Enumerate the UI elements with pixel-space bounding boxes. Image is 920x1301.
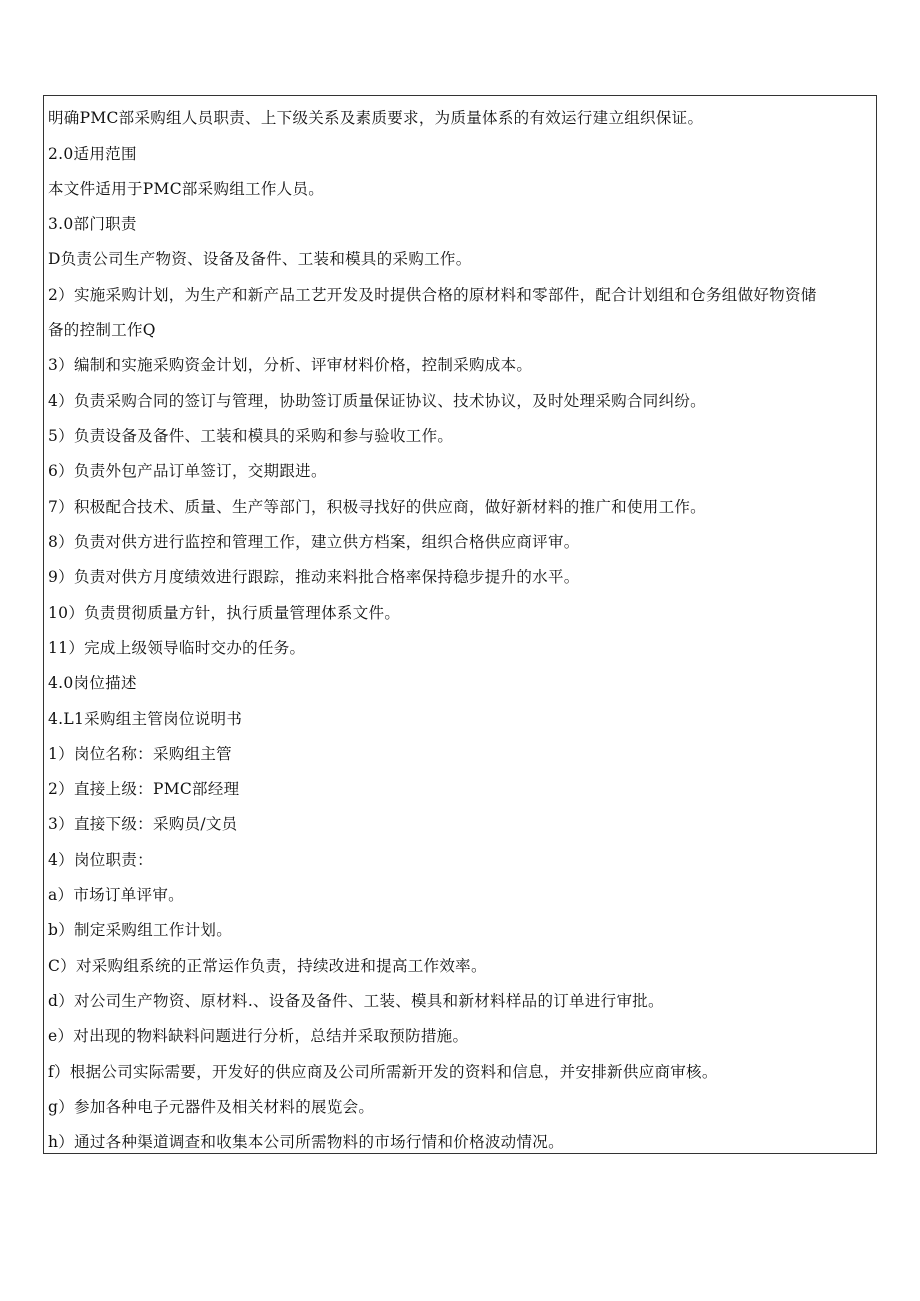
responsibility-h: h）通过各种渠道调查和收集本公司所需物料的市场行情和价格波动情况。 [48, 1133, 564, 1151]
job-item-superior: 2）直接上级：PMC部经理 [48, 780, 240, 798]
duty-item-8: 8）负责对供方进行监控和管理工作，建立供方档案，组织合格供应商评审。 [48, 533, 580, 551]
job-item-title: 1）岗位名称：采购组主管 [48, 745, 232, 763]
document-table-cell [43, 95, 877, 1154]
duty-item-5: 5）负责设备及备件、工装和模具的采购和参与验收工作。 [48, 427, 454, 445]
subheading-supervisor-job-spec: 4.L1采购组主管岗位说明书 [48, 710, 243, 728]
paragraph-scope: 本文件适用于PMC部采购组工作人员。 [48, 180, 325, 198]
duty-item-1: D负责公司生产物资、设备及备件、工装和模具的采购工作。 [48, 250, 472, 268]
paragraph-purpose: 明确PMC部采购组人员职责、上下级关系及素质要求，为质量体系的有效运行建立组织保证。 [48, 109, 704, 127]
responsibility-f: f）根据公司实际需要，开发好的供应商及公司所需新开发的资料和信息，并安排新供应商审核。 [48, 1063, 718, 1081]
responsibility-c: C）对采购组系统的正常运作负责，持续改进和提高工作效率。 [48, 957, 487, 975]
responsibility-d: d）对公司生产物资、原材料.、设备及备件、工装、模具和新材料样品的订单进行审批。 [48, 992, 664, 1010]
duty-item-6: 6）负责外包产品订单签订，交期跟进。 [48, 462, 327, 480]
job-item-subordinate: 3）直接下级：采购员/文员 [48, 815, 238, 833]
duty-item-7: 7）积极配合技术、质量、生产等部门，积极寻找好的供应商，做好新材料的推广和使用工作。 [48, 498, 706, 516]
heading-department-duties: 3.0部门职责 [48, 215, 137, 233]
responsibility-g: g）参加各种电子元器件及相关材料的展览会。 [48, 1098, 375, 1116]
responsibility-a: a）市场订单评审。 [48, 886, 184, 904]
heading-scope: 2.0适用范围 [48, 145, 137, 163]
duty-item-3: 3）编制和实施采购资金计划，分析、评审材料价格，控制采购成本。 [48, 356, 533, 374]
duty-item-4: 4）负责采购合同的签订与管理，协助签订质量保证协议、技术协议，及时处理采购合同纠纷。 [48, 392, 706, 410]
responsibility-e: e）对出现的物料缺料问题进行分析，总结并采取预防措施。 [48, 1027, 469, 1045]
duty-item-2-continued: 备的控制工作Q [48, 321, 156, 339]
heading-job-description: 4.0岗位描述 [48, 674, 137, 692]
responsibility-b: b）制定采购组工作计划。 [48, 921, 233, 939]
duty-item-2: 2）实施采购计划，为生产和新产品工艺开发及时提供合格的原材料和零部件，配合计划组和仓务组做好物资储 [48, 286, 817, 304]
duty-item-9: 9）负责对供方月度绩效进行跟踪，推动来料批合格率保持稳步提升的水平。 [48, 568, 580, 586]
duty-item-10: 10）负责贯彻质量方针，执行质量管理体系文件。 [48, 604, 401, 622]
job-item-responsibilities: 4）岗位职责： [48, 851, 153, 869]
duty-item-11: 11）完成上级领导临时交办的任务。 [48, 639, 306, 657]
